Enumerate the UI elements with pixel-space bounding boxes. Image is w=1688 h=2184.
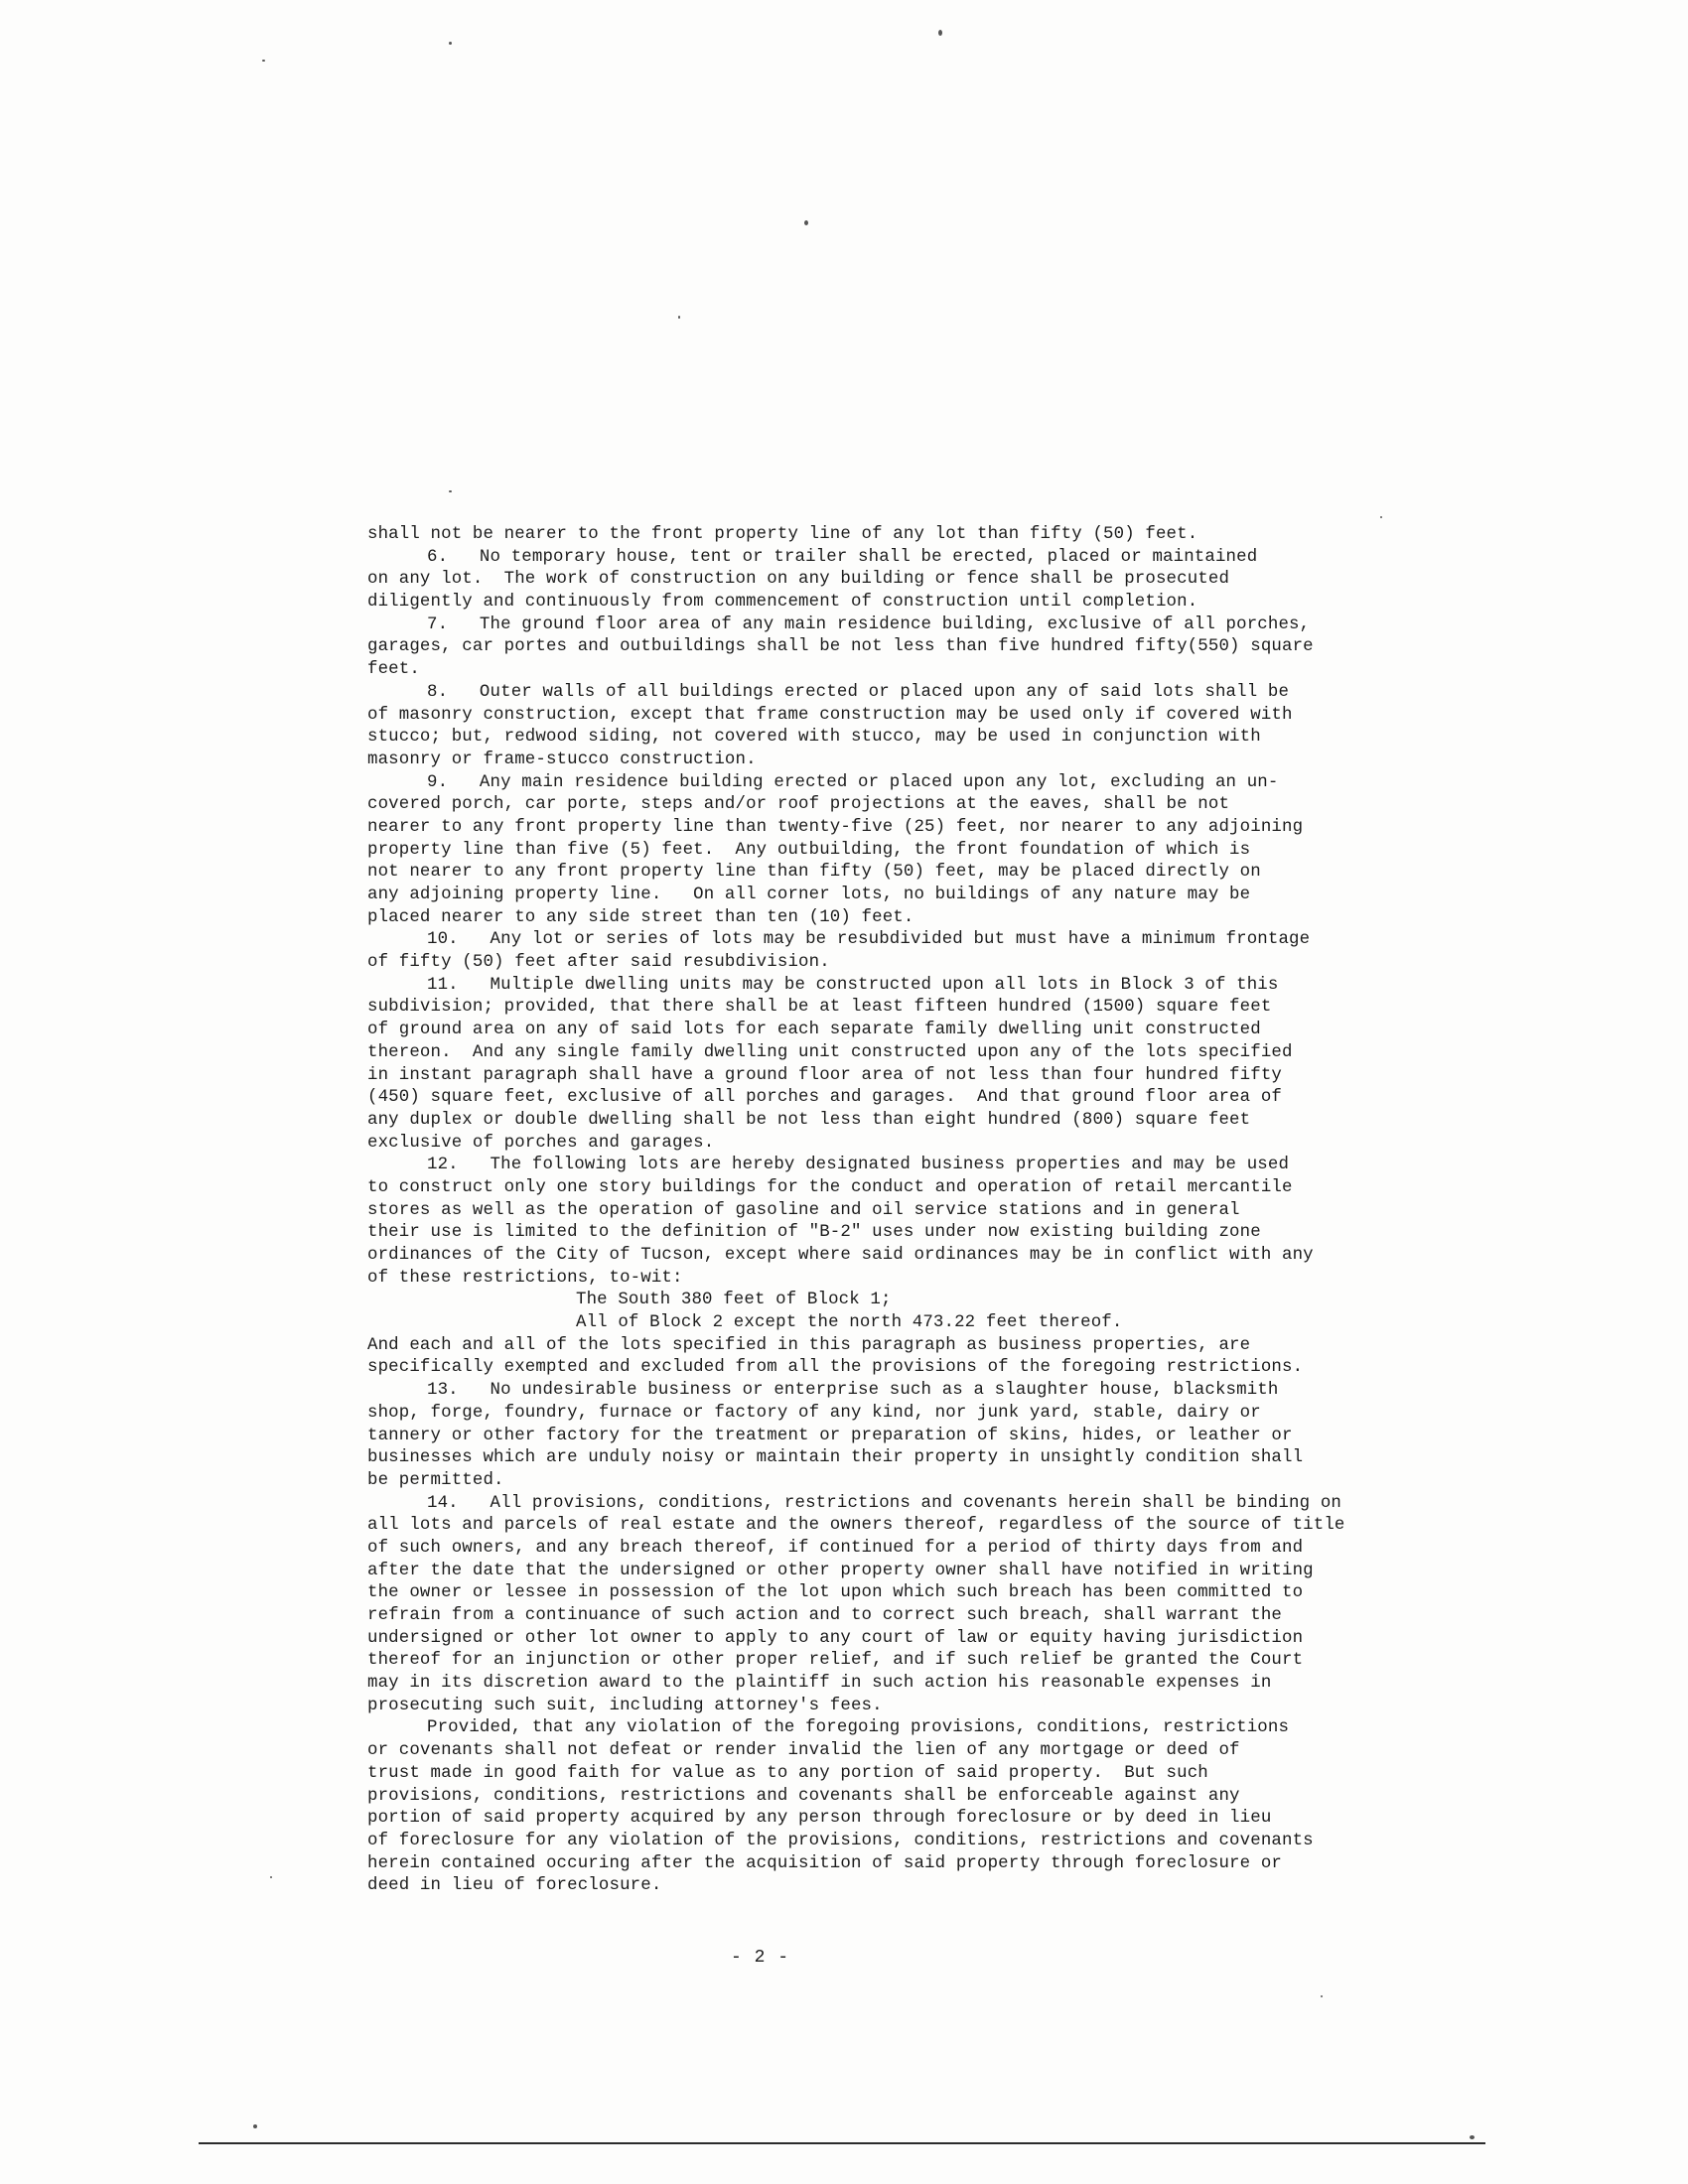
scan-speck	[449, 490, 452, 492]
text-line: All of Block 2 except the north 473.22 feet thereof.	[576, 1313, 1123, 1333]
text-line: ordinances of the City of Tucson, except where said ordinances may be in conflict with any	[367, 1246, 1314, 1265]
text-line: And each and all of the lots specified in this paragraph as business properties, are	[367, 1335, 1251, 1355]
text-line: may in its discretion award to the plaintiff in such action his reasonable expenses in	[367, 1674, 1272, 1694]
scan-speck	[253, 2124, 257, 2128]
scan-speck	[262, 60, 265, 62]
text-line: herein contained occuring after the acquisition of said property through foreclosure or	[367, 1853, 1282, 1873]
text-line: of masonry construction, except that frame construction may be used only if covered with	[367, 705, 1293, 725]
text-line: of foreclosure for any violation of the provisions, conditions, restrictions and covenants	[367, 1831, 1314, 1850]
text-line: after the date that the undersigned or other property owner shall have notified in writing	[367, 1561, 1314, 1580]
text-line: the owner or lessee in possession of the lot upon which such breach has been committed to	[367, 1583, 1304, 1603]
text-line: 10. Any lot or series of lots may be resubdivided but must have a minimum frontage	[427, 930, 1311, 950]
text-line: shall not be nearer to the front property line of any lot than fifty (50) feet.	[367, 525, 1198, 544]
text-line: of fifty (50) feet after said resubdivision.	[367, 953, 830, 973]
text-line: exclusive of porches and garages.	[367, 1133, 715, 1153]
scan-speck	[938, 30, 942, 36]
text-line: 9. Any main residence building erected or placed upon any lot, excluding an un-	[427, 772, 1279, 792]
text-line: The South 380 feet of Block 1;	[576, 1291, 892, 1310]
text-line: be permitted.	[367, 1470, 504, 1490]
text-line: provisions, conditions, restrictions and covenants shall be enforceable against any	[367, 1786, 1240, 1806]
text-line: trust made in good faith for value as to any portion of said property. But such	[367, 1763, 1208, 1783]
text-line: on any lot. The work of construction on any building or fence shall be prosecuted	[367, 570, 1230, 590]
text-line: their use is limited to the definition of "B-2" uses under now existing building zone	[367, 1223, 1261, 1243]
scan-speck	[449, 42, 452, 45]
text-line: subdivision; provided, that there shall be at least fifteen hundred (1500) square feet	[367, 998, 1272, 1018]
text-line: deed in lieu of foreclosure.	[367, 1876, 662, 1896]
bottom-rule	[199, 2142, 1485, 2144]
scan-speck	[804, 220, 808, 225]
text-line: businesses which are unduly noisy or maintain their property in unsightly condition shall	[367, 1448, 1304, 1468]
text-line: any duplex or double dwelling shall be not less than eight hundred (800) square feet	[367, 1110, 1251, 1130]
scan-speck	[1470, 2135, 1475, 2139]
text-line: 14. All provisions, conditions, restrictions and covenants herein shall be binding on	[427, 1493, 1341, 1513]
text-line: shop, forge, foundry, furnace or factory of any kind, nor junk yard, stable, dairy or	[367, 1403, 1261, 1423]
text-line: 12. The following lots are hereby designated business properties and may be used	[427, 1156, 1290, 1175]
text-line: prosecuting such suit, including attorney's fees.	[367, 1696, 883, 1715]
text-line: property line than five (5) feet. Any outbuilding, the front foundation of which is	[367, 840, 1251, 860]
text-line: tannery or other factory for the treatment or preparation of skins, hides, or leather or	[367, 1426, 1293, 1445]
text-line: any adjoining property line. On all corner lots, no buildings of any nature may be	[367, 886, 1251, 904]
text-line: of ground area on any of said lots for each separate family dwelling unit constructed	[367, 1021, 1261, 1040]
text-line: 11. Multiple dwelling units may be constructed upon all lots in Block 3 of this	[427, 975, 1279, 995]
text-line: or covenants shall not defeat or render invalid the lien of any mortgage or deed of	[367, 1741, 1240, 1761]
text-line: stucco; but, redwood siding, not covered with stucco, may be used in conjunction with	[367, 728, 1261, 748]
text-line: not nearer to any front property line than fifty (50) feet, may be placed directly on	[367, 863, 1261, 883]
text-line: 13. No undesirable business or enterprise such as a slaughter house, blacksmith	[427, 1381, 1279, 1401]
scan-speck	[1321, 1995, 1323, 1997]
text-line: (450) square feet, exclusive of all porches and garages. And that ground floor area of	[367, 1088, 1282, 1108]
text-line: stores as well as the operation of gasoline and oil service stations and in general	[367, 1200, 1240, 1220]
text-line: 8. Outer walls of all buildings erected or placed upon any of said lots shall be	[427, 682, 1290, 702]
text-line: 7. The ground floor area of any main residence building, exclusive of all porches,	[427, 614, 1311, 634]
text-line: specifically exempted and excluded from all the provisions of the foregoing restrictions.	[367, 1358, 1304, 1378]
scan-speck	[270, 1876, 272, 1878]
text-line: placed nearer to any side street than ten (10) feet.	[367, 907, 914, 927]
text-line: covered porch, car porte, steps and/or roof projections at the eaves, shall be not	[367, 795, 1230, 815]
text-line: feet.	[367, 660, 420, 680]
text-line: diligently and continuously from commencement of construction until completion.	[367, 593, 1198, 613]
text-line: to construct only one story buildings for the conduct and operation of retail mercantile	[367, 1177, 1293, 1197]
scan-speck	[678, 316, 680, 319]
text-line: portion of said property acquired by any person through foreclosure or by deed in lieu	[367, 1809, 1272, 1829]
text-line: in instant paragraph shall have a ground floor area of not less than four hundred fifty	[367, 1065, 1282, 1085]
text-line: all lots and parcels of real estate and the owners thereof, regardless of the source of title	[367, 1516, 1345, 1536]
text-line: garages, car portes and outbuildings shall be not less than five hundred fifty(550) square	[367, 637, 1314, 657]
text-line: nearer to any front property line than twenty-five (25) feet, nor nearer to any adjoining	[367, 817, 1304, 837]
text-line: thereof for an injunction or other proper relief, and if such relief be granted the Court	[367, 1651, 1304, 1671]
text-line: refrain from a continuance of such action and to correct such breach, shall warrant the	[367, 1606, 1282, 1625]
document-body	[367, 524, 1440, 1898]
text-line: thereon. And any single family dwelling unit constructed upon any of the lots specified	[367, 1042, 1293, 1062]
text-line: of such owners, and any breach thereof, if continued for a period of thirty days from and	[367, 1538, 1304, 1558]
page-number: - 2 -	[731, 1948, 790, 1968]
scan-speck	[1380, 516, 1382, 518]
text-line: undersigned or other lot owner to apply to any court of law or equity having jurisdiction	[367, 1628, 1304, 1648]
text-line: Provided, that any violation of the foregoing provisions, conditions, restrictions	[427, 1718, 1290, 1738]
text-line: 6. No temporary house, tent or trailer shall be erected, placed or maintained	[427, 547, 1258, 567]
text-line: of these restrictions, to-wit:	[367, 1268, 683, 1288]
text-line: masonry or frame-stucco construction.	[367, 750, 757, 769]
